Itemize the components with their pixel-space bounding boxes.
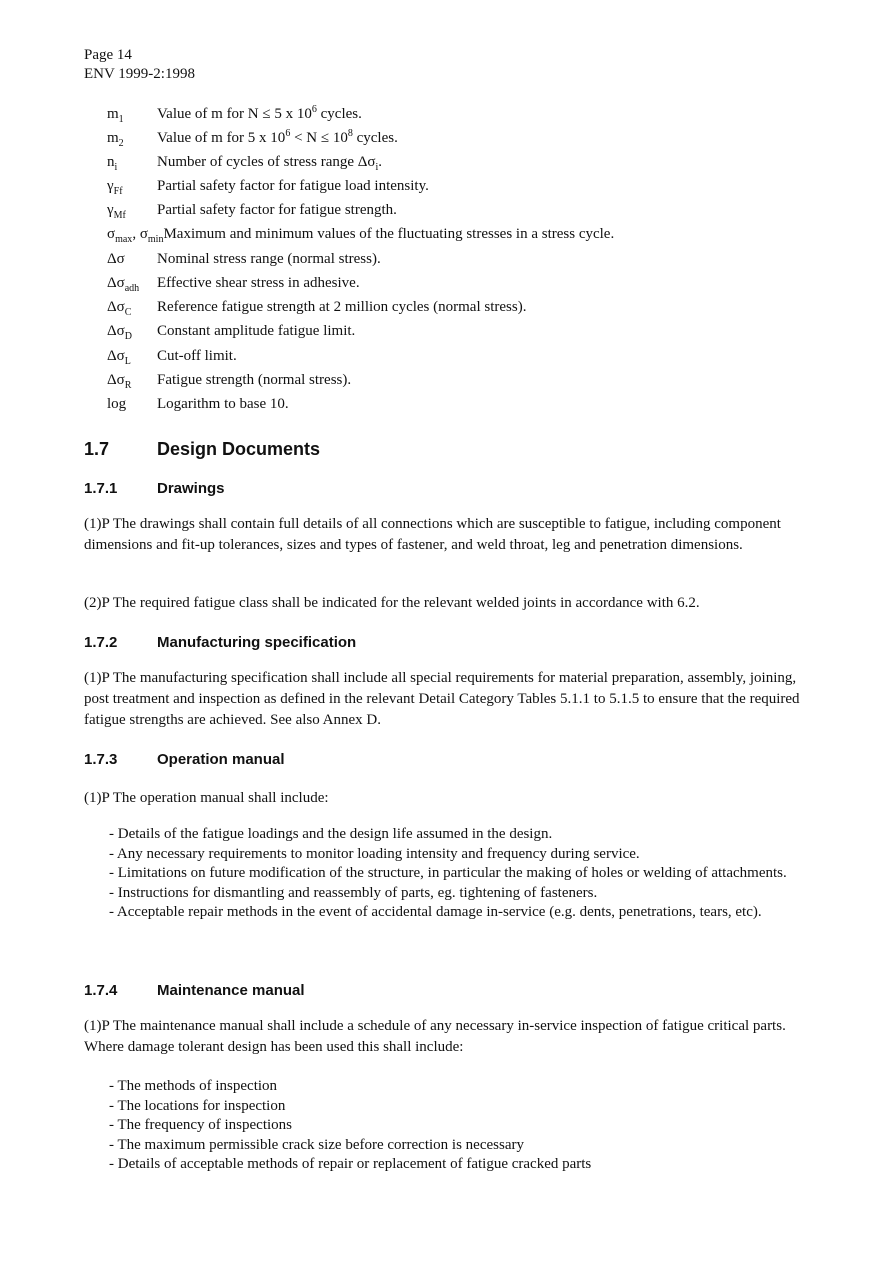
section-title: Operation manual — [157, 751, 285, 768]
symbol: $\gamma_{Mf}$ — [107, 202, 126, 221]
symbol-description: Value of m for N ≤ 5 x $10^6$ cycles. — [157, 104, 362, 122]
symbol-description: Nominal stress range (normal stress). — [157, 251, 381, 267]
symbol: $\gamma_{Ff}$ — [107, 178, 123, 197]
list-item: - Any necessary requirements to monitor loading intensity and frequency during service. — [109, 845, 640, 862]
symbol: Δσ — [107, 251, 125, 267]
operation-list — [109, 825, 809, 923]
symbol: $m_2$ — [107, 130, 124, 149]
section-number: 1.7.3 — [84, 751, 118, 768]
section-title: Maintenance manual — [157, 982, 305, 999]
section-heading-1-7 — [84, 438, 320, 460]
page-number: Page 14 — [84, 47, 132, 63]
section-heading-1-7-1 — [84, 479, 225, 498]
list-item: - The methods of inspection — [109, 1078, 278, 1094]
section-heading-1-7-2 — [84, 633, 356, 652]
symbol: log — [107, 396, 127, 412]
symbol-description: Constant amplitude fatigue limit. — [157, 323, 356, 339]
section-number: 1.7.4 — [84, 982, 118, 999]
symbol-description: Reference fatigue strength at 2 million cycles (normal stress). — [157, 299, 527, 315]
list-item: - Instructions for dismantling and reassembly of parts, eg. tightening of fasteners. — [109, 884, 598, 901]
page-header — [84, 46, 195, 84]
section-number: 1.7 — [84, 439, 110, 459]
symbol-description: Number of cycles of stress range $\Delta\sigma_i$. — [157, 154, 383, 173]
symbol: $\Delta\sigma_{adh}$ — [107, 275, 140, 294]
symbol-description: Logarithm to base 10. — [157, 396, 289, 412]
section-title: Manufacturing specification — [157, 634, 357, 651]
list-item: - The locations for inspection — [109, 1097, 286, 1114]
list-item: - Details of acceptable methods of repair or replacement of fatigue cracked parts — [109, 1156, 592, 1172]
list-item: - The frequency of inspections — [109, 1117, 292, 1133]
symbol: $m_1$ — [107, 106, 124, 125]
standard-reference: ENV 1999-2:1998 — [84, 66, 195, 82]
symbol-description: Fatigue strength (normal stress). — [157, 372, 352, 388]
section-heading-1-7-4 — [84, 981, 305, 1000]
symbol-description: Cut-off limit. — [157, 348, 237, 364]
paragraph-operation-1: (1)P The operation manual shall include: — [84, 790, 329, 806]
list-item: - Limitations on future modification of the structure, in particular the making of holes or welding of attachments. — [109, 865, 787, 881]
symbol: $\Delta\sigma_C$ — [107, 299, 132, 318]
list-item: - The maximum permissible crack size before correction is necessary — [109, 1136, 524, 1153]
paragraph-maintenance-1: (1)P The maintenance manual shall include a schedule of any necessary in-service inspection of fatigue critical parts. Where damage tolerant design has been used this shall include: — [84, 1018, 786, 1055]
section-heading-1-7-3 — [84, 750, 285, 769]
paragraph-drawings-2: (2)P The required fatigue class shall be indicated for the relevant welded joints in accordance with 6.2. — [84, 595, 700, 611]
symbol-description: Effective shear stress in adhesive. — [157, 275, 360, 291]
section-title: Design Documents — [157, 439, 321, 459]
list-item: - Acceptable repair methods in the event of accidental damage in-service (e.g. dents, penetrations, tears, etc). — [109, 904, 762, 920]
symbol: $\Delta\sigma_D$ — [107, 323, 132, 342]
symbol: $\sigma_{max}$, $\sigma_{min}Maximum$ and minimum values of the fluctuating stresses in a stress cycle. — [107, 226, 615, 245]
symbol-description: Value of m for 5 x $10^6 < N \le 10^8$ cycles. — [157, 128, 398, 146]
paragraph-manufacturing-1: (1)P The manufacturing specification shall include all special requirements for material preparation, assembly, joining, post treatment and inspection as defined in the relevant Detail Category Tables 5.1.1 to 5.1.5 to ensure that the required fatigue strengths are achieved. See also Annex D. — [84, 670, 800, 728]
section-title: Drawings — [157, 480, 225, 497]
symbol-description: Partial safety factor for fatigue strength. — [157, 202, 397, 218]
symbol: $\Delta\sigma_L$ — [107, 348, 131, 367]
symbol: $n_i$ — [107, 154, 118, 173]
section-number: 1.7.2 — [84, 634, 118, 651]
list-item: - Details of the fatigue loadings and the design life assumed in the design. — [109, 826, 553, 842]
maintenance-list — [109, 1077, 809, 1175]
paragraph-drawings-1: (1)P The drawings shall contain full details of all connections which are susceptible to fatigue, including component dimensions and fit-up tolerances, sizes and types of fastener, and weld throat, leg and penetration dimensions. — [84, 516, 781, 553]
symbol-description: Partial safety factor for fatigue load intensity. — [157, 178, 429, 194]
symbol: $\Delta\sigma_R$ — [107, 372, 132, 391]
section-number: 1.7.1 — [84, 480, 118, 497]
